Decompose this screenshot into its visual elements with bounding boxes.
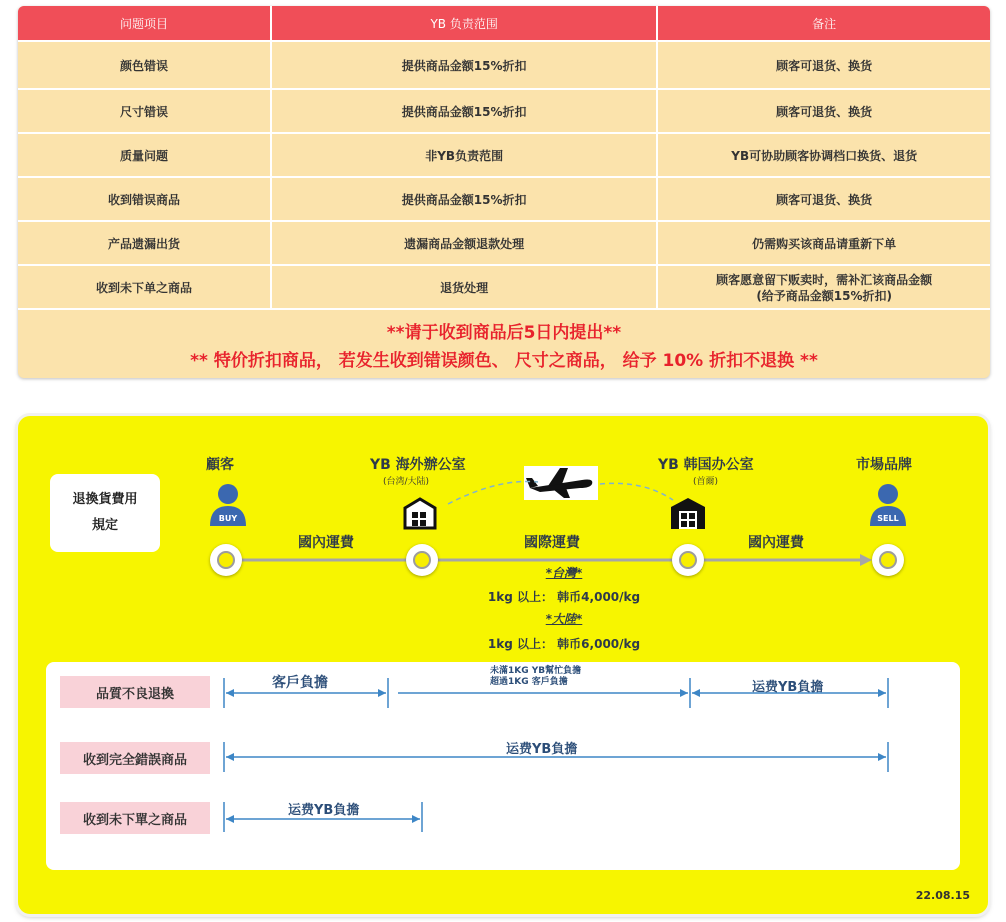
deadline-note: **请于收到商品后5日内提出** <box>386 323 622 343</box>
row-item: 颜色错误 <box>18 42 272 90</box>
node-overseas-label: YB 海外辦公室 <box>370 457 466 473</box>
node-brand-circle <box>872 544 904 576</box>
header-remark: 备注 <box>812 16 837 31</box>
node-brand-label: 市場品牌 <box>856 457 912 473</box>
table-notes <box>18 308 990 378</box>
row-item: 尺寸错误 <box>18 90 272 134</box>
node-customer-label: 顧客 <box>206 457 234 473</box>
case-unordered-yb-pays: 运费YB負擔 <box>288 803 360 818</box>
row-remark: 顾客可退货、换货 <box>776 59 873 73</box>
row-scope: 提供商品金额15%折扣 <box>272 90 658 134</box>
node-overseas-circle <box>406 544 438 576</box>
fee-taiwan-value: 1kg 以上： 韩币4,000/kg <box>487 590 641 604</box>
table-row <box>18 40 990 90</box>
table-row <box>18 264 990 310</box>
case-wrong-item-yb-pays: 运费YB負擔 <box>506 742 578 757</box>
row-item: 收到未下单之商品 <box>18 266 272 310</box>
flow-lines <box>18 416 988 616</box>
case-label-unordered: 收到未下單之商品 <box>60 802 210 834</box>
row-remark-line1: 顾客愿意留下贩卖时，需补汇该商品金额 <box>716 273 933 287</box>
rule-title-line1: 退換貨費用 <box>72 492 138 507</box>
case-label-wrong-item: 收到完全錯誤商品 <box>60 742 210 774</box>
case-label-quality: 品質不良退換 <box>60 676 210 708</box>
table-row <box>18 220 990 266</box>
fee-mainland-value: 1kg 以上： 韩币6,000/kg <box>487 637 641 651</box>
table-header <box>18 6 990 40</box>
row-item: 产品遗漏出货 <box>18 222 272 266</box>
shipping-fee-panel <box>18 416 988 914</box>
node-korea-label: YB 韩国办公室 <box>658 457 754 473</box>
rule-title-line2: 規定 <box>91 518 118 533</box>
row-remark <box>658 266 990 310</box>
node-korea-sub: (首爾) <box>693 477 719 487</box>
row-scope: 提供商品金额15%折扣 <box>272 178 658 222</box>
row-remark: 顾客可退货、换货 <box>776 193 873 207</box>
brand-badge: SELL <box>877 514 899 523</box>
row-remark: YB可协助顾客协调档口换货、退货 <box>731 149 918 163</box>
case-quality-under-1kg: 未滿1KG YB幫忙負擔 <box>490 666 582 676</box>
case-quality-over-1kg: 超過1KG 客戶負擔 <box>490 677 568 687</box>
row-scope: 遗漏商品金额退款处理 <box>272 222 658 266</box>
node-overseas-sub: (台湾/大陆) <box>383 477 430 487</box>
row-item: 收到错误商品 <box>18 178 272 222</box>
special-discount-note: ** 特价折扣商品， 若发生收到错误颜色、 尺寸之商品， 给予 10% 折扣不退换 ** <box>190 351 818 371</box>
node-customer-circle <box>210 544 242 576</box>
segment-domestic-right: 國內運費 <box>748 535 804 551</box>
customer-badge: BUY <box>218 514 238 523</box>
row-item: 质量问题 <box>18 134 272 178</box>
table-row <box>18 176 990 222</box>
case-quality-yb-pays: 运费YB負擔 <box>752 680 824 695</box>
row-remark: 顾客可退货、换货 <box>776 105 873 119</box>
row-scope: 非YB负责范围 <box>272 134 658 178</box>
node-korea-circle <box>672 544 704 576</box>
case-quality-customer-pays: 客戶負擔 <box>272 675 328 691</box>
segment-domestic-left: 國內運費 <box>298 535 354 551</box>
header-scope: YB 负责范围 <box>272 6 658 40</box>
segment-international: 國際運費 <box>524 535 580 551</box>
cases-box <box>46 662 960 870</box>
row-scope: 提供商品金额15%折扣 <box>272 42 658 90</box>
fee-mainland-label: *大陸* <box>545 612 583 626</box>
row-remark: 仍需购买该商品请重新下单 <box>752 237 897 251</box>
row-scope: 退货处理 <box>272 266 658 310</box>
row-remark-line2: (给予商品金额15%折扣) <box>756 289 893 303</box>
table-row <box>18 132 990 178</box>
date-stamp: 22.08.15 <box>915 889 970 902</box>
table-row <box>18 88 990 134</box>
policy-table <box>18 6 990 378</box>
header-item: 问题项目 <box>18 6 272 40</box>
fee-taiwan-label: *台灣* <box>545 566 583 580</box>
